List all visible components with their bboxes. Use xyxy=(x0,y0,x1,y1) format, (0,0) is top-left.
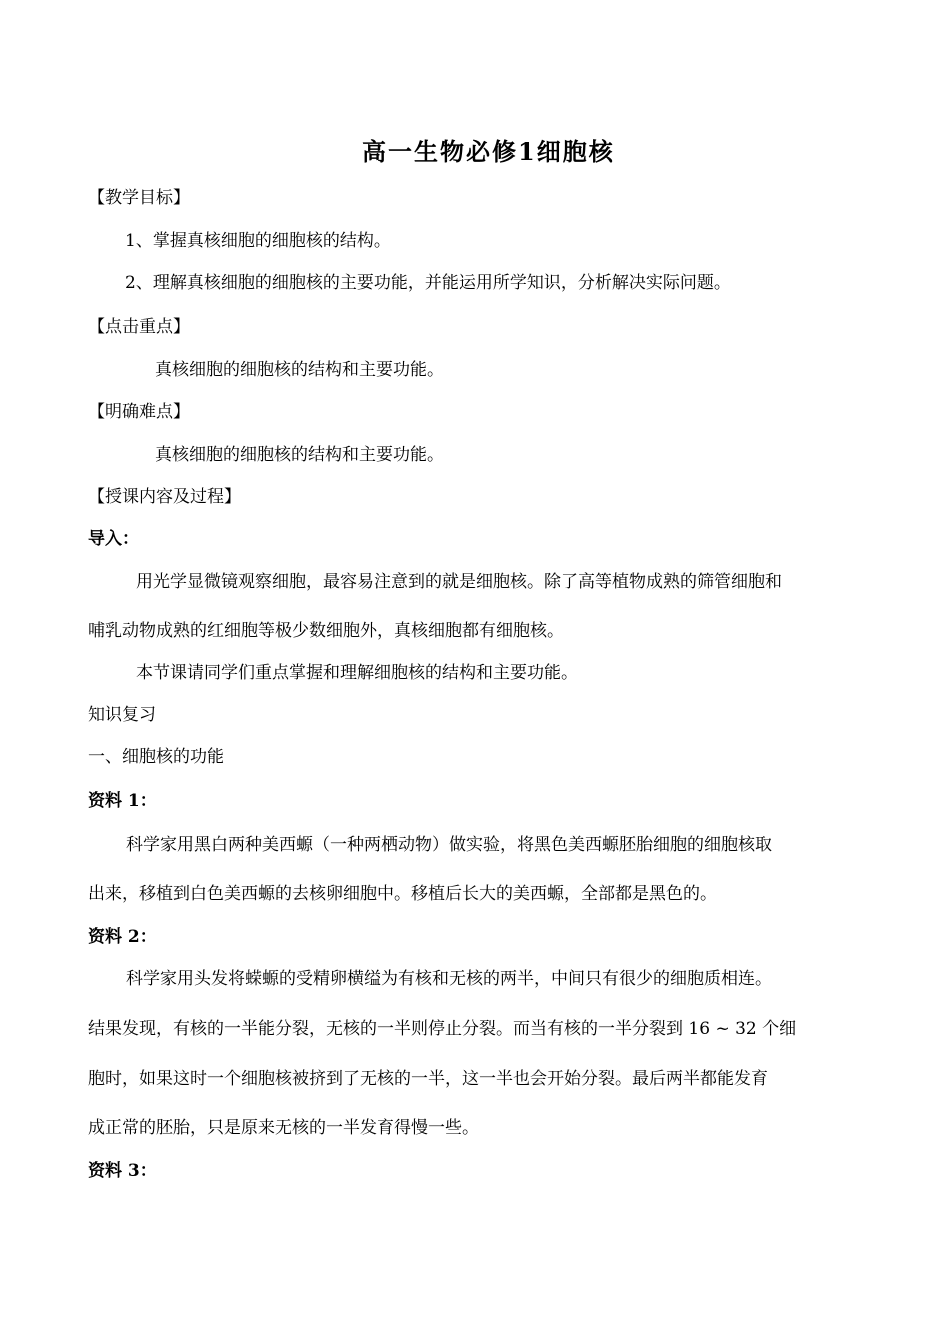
material-label: 资料 3： xyxy=(88,1161,157,1181)
key-points-heading: 【点击重点】 xyxy=(88,317,190,337)
difficulties-heading: 【明确难点】 xyxy=(88,402,190,422)
objectives-heading: 【教学目标】 xyxy=(88,188,190,208)
process-heading: 【授课内容及过程】 xyxy=(88,487,241,507)
material-line: 科学家用黑白两种美西螈（一种两栖动物）做实验，将黑色美西螈胚胎细胞的细胞核取 xyxy=(126,835,772,855)
material-label: 资料 2： xyxy=(88,927,157,947)
material-label: 资料 1： xyxy=(88,791,157,811)
material-line: 成正常的胚胎，只是原来无核的一半发育得慢一些。 xyxy=(88,1118,479,1138)
material-line: 出来，移植到白色美西螈的去核卵细胞中。移植后长大的美西螈，全部都是黑色的。 xyxy=(88,884,717,904)
intro-focus: 本节课请同学们重点掌握和理解细胞核的结构和主要功能。 xyxy=(136,663,578,683)
material-line: 科学家用头发将蝾螈的受精卵横缢为有核和无核的两半，中间只有很少的细胞质相连。 xyxy=(126,969,772,989)
intro-paragraph-line: 用光学显微镜观察细胞，最容易注意到的就是细胞核。除了高等植物成熟的筛管细胞和 xyxy=(136,572,782,592)
objective-item: 2、理解真核细胞的细胞核的主要功能，并能运用所学知识，分析解决实际问题。 xyxy=(125,273,731,293)
intro-label: 导入： xyxy=(88,529,139,549)
key-points-text: 真核细胞的细胞核的结构和主要功能。 xyxy=(155,360,444,380)
review-label: 知识复习 xyxy=(88,705,156,725)
material-line: 胞时，如果这时一个细胞核被挤到了无核的一半，这一半也会开始分裂。最后两半都能发育 xyxy=(88,1069,768,1089)
difficulties-text: 真核细胞的细胞核的结构和主要功能。 xyxy=(155,445,444,465)
page-title: 高一生物必修1细胞核 xyxy=(362,137,615,166)
intro-paragraph-line: 哺乳动物成熟的红细胞等极少数细胞外，真核细胞都有细胞核。 xyxy=(88,621,564,641)
material-line: 结果发现，有核的一半能分裂，无核的一半则停止分裂。而当有核的一半分裂到 16 ~ 32 个细 xyxy=(88,1019,797,1039)
section-heading: 一、细胞核的功能 xyxy=(88,747,224,767)
objective-item: 1、掌握真核细胞的细胞核的结构。 xyxy=(125,231,391,251)
